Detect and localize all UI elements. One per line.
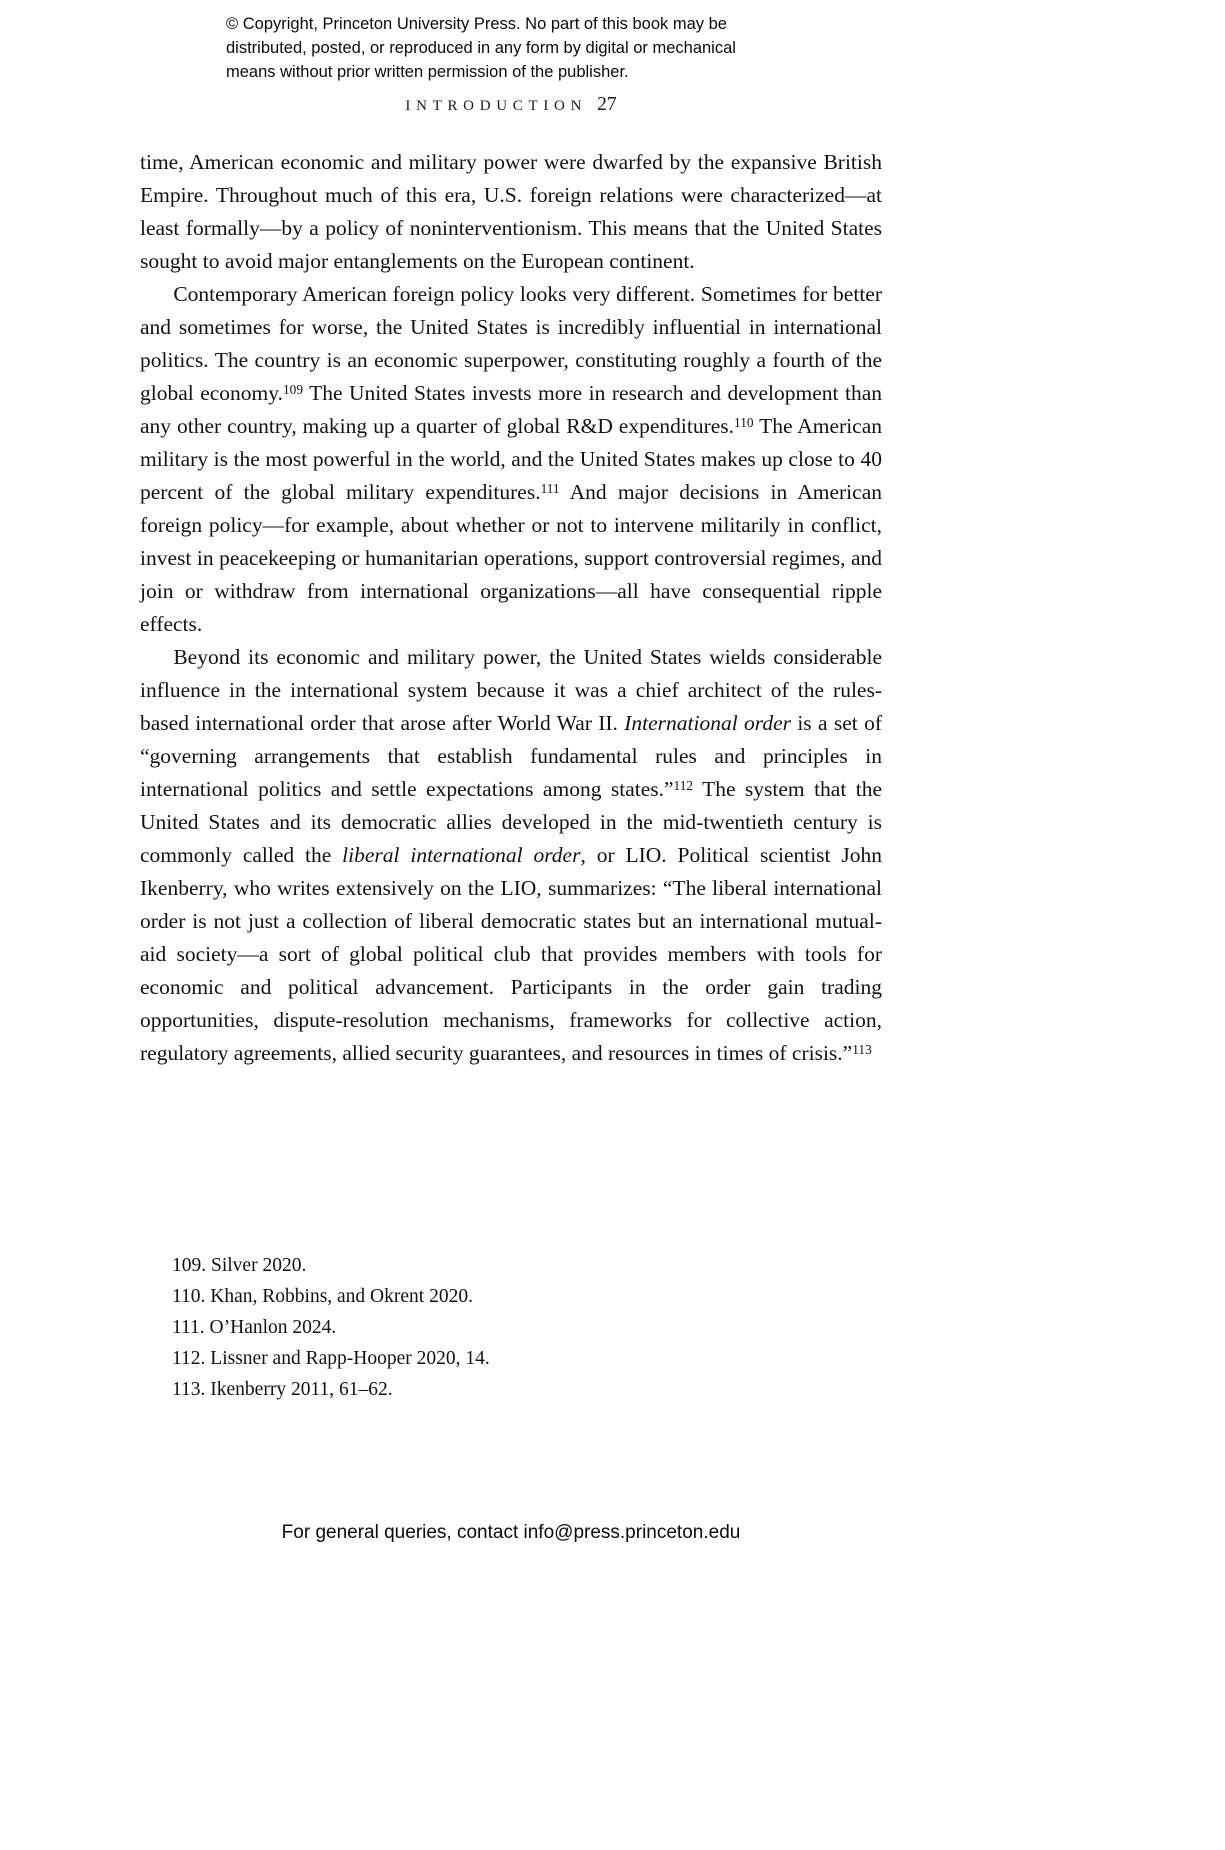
section-title: INTRODUCTION xyxy=(405,98,588,114)
copyright-line: means without prior written permission of the publisher. xyxy=(226,63,629,81)
footnote: 109. Silver 2020. xyxy=(172,1255,307,1276)
page-number: 27 xyxy=(597,94,617,115)
footnotes xyxy=(172,1250,490,1405)
paragraph: time, American economic and military power were dwarfed by the expansive British Empire. Throughout much of this era, U.S. foreign relations were characterized—at least formally—by a policy of noninterventionism. This means that the United States sought to avoid major entanglements on the European continent. xyxy=(140,150,882,273)
paragraph: Beyond its economic and military power, the United States wields considerable influence in the international system because it was a chief architect of the rules-based international order that arose after World War II. International order is a set of “governing arrangements that establish fundamental rules and principles in international politics and settle expectations among states.”$^{112}$ The system that the United States and its democratic allies developed in the mid-twentieth century is commonly called the liberal international order, or LIO. Political scientist John Ikenberry, who writes extensively on the LIO, summarizes: “The liberal international order is not just a collection of liberal democratic states but an international mutual-aid society—a sort of global political club that provides members with tools for economic and political advancement. Participants in the order gain trading opportunities, dispute-resolution mechanisms, frameworks for collective action, regulatory agreements, allied security guarantees, and resources in times of crisis.”$^{113}$ xyxy=(140,645,882,1065)
footnote: 112. Lissner and Rapp-Hooper 2020, 14. xyxy=(172,1348,490,1369)
copyright-line: distributed, posted, or reproduced in any form by digital or mechanical xyxy=(226,39,736,57)
running-head xyxy=(140,94,882,116)
copyright-notice xyxy=(226,12,736,84)
footer-text: For general queries, contact info@press.princeton.edu xyxy=(281,1522,741,1543)
footnote: 111. O’Hanlon 2024. xyxy=(172,1317,337,1338)
footnote: 113. Ikenberry 2011, 61–62. xyxy=(172,1379,393,1400)
footnote: 110. Khan, Robbins, and Okrent 2020. xyxy=(172,1286,473,1307)
body-text xyxy=(140,146,882,1070)
copyright-line: © Copyright, Princeton University Press. No part of this book may be xyxy=(226,15,727,33)
paragraph: Contemporary American foreign policy looks very different. Sometimes for better and sometimes for worse, the United States is incredibly influential in international politics. The country is an economic superpower, constituting roughly a fourth of the global economy.$^{109}$ The United States invests more in research and development than any other country, making up a quarter of global R&D expenditures.$^{110}$ The American military is the most powerful in the world, and the United States makes up close to 40 percent of the global military expenditures.$^{111}$ And major decisions in American foreign policy—for example, about whether or not to intervene militarily in conflict, invest in peacekeeping or humanitarian operations, support controversial regimes, and join or withdraw from international organizations—all have consequential ripple effects. xyxy=(140,282,883,636)
